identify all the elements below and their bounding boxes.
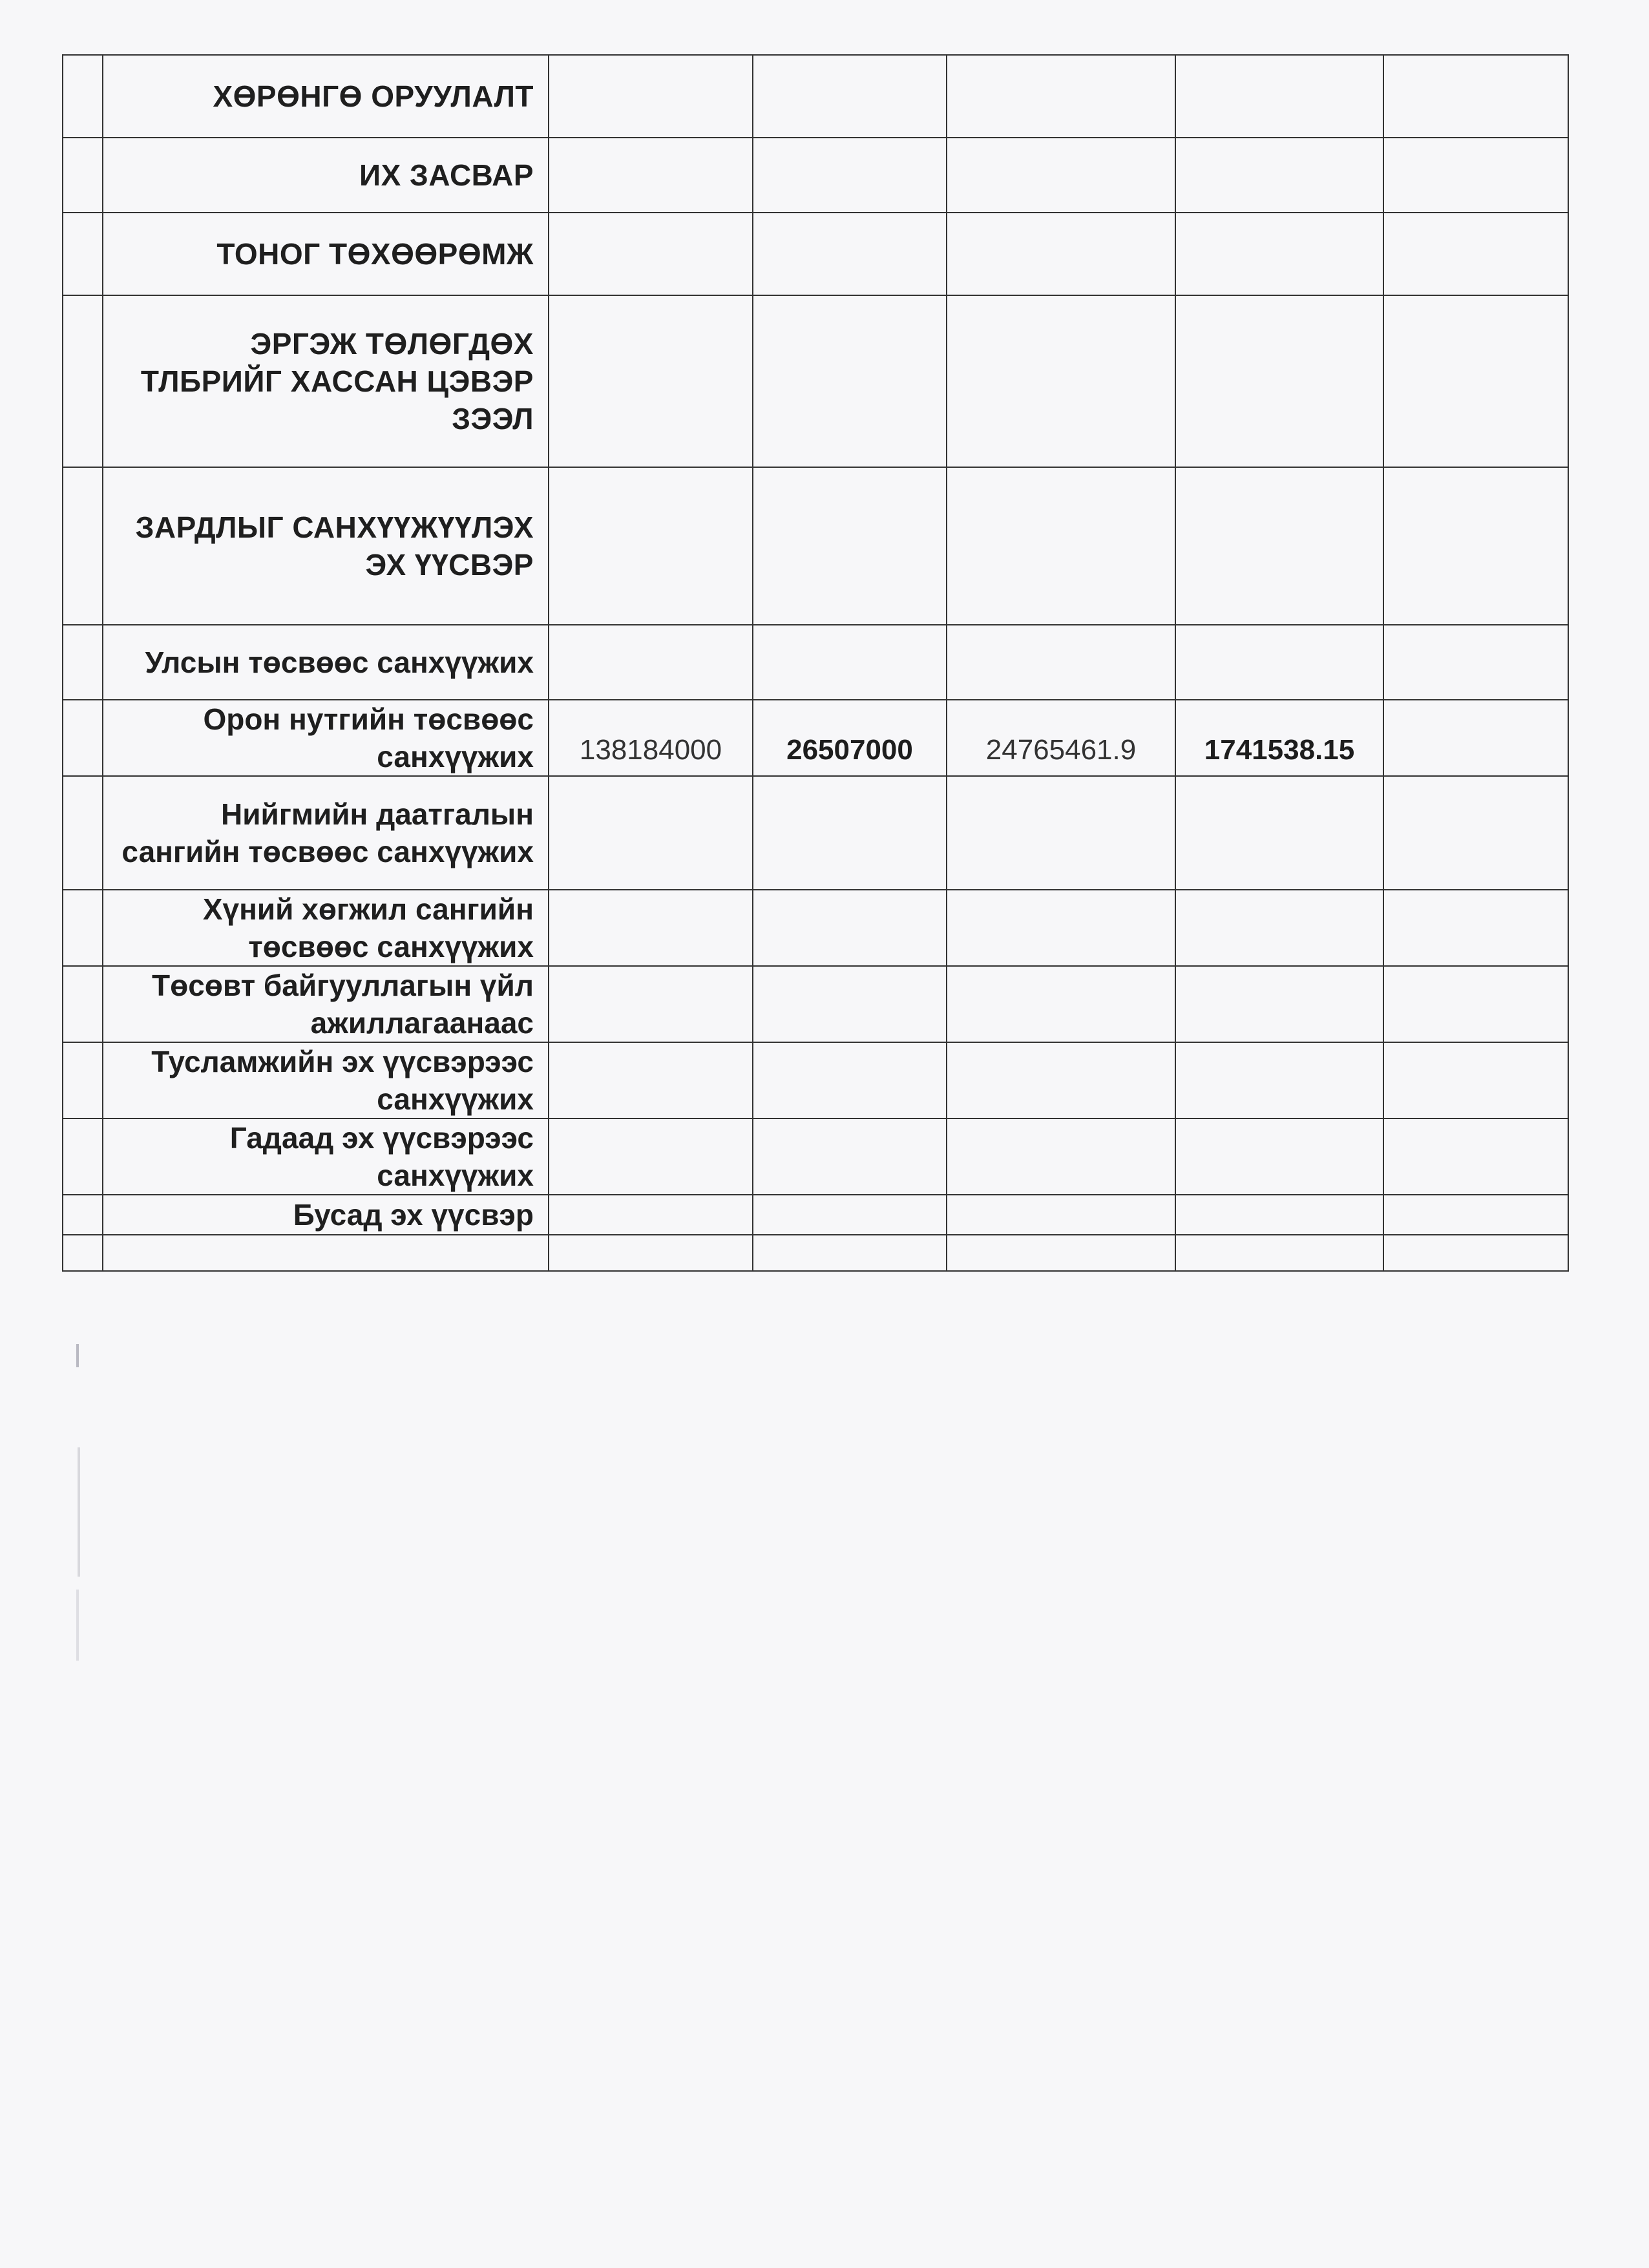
- value-cell: [947, 55, 1175, 138]
- index-cell: [63, 966, 103, 1042]
- value-cell: [1175, 625, 1383, 700]
- value-cell: [1175, 55, 1383, 138]
- table-row: [63, 625, 1568, 700]
- index-cell: [63, 700, 103, 776]
- value-cell: [1383, 138, 1568, 213]
- value-cell: [1175, 1118, 1383, 1195]
- index-cell: [63, 1195, 103, 1235]
- table-row: [63, 295, 1568, 467]
- row-label: Улсын төсвөөс санхүүжих: [103, 625, 549, 700]
- value-cell: [947, 467, 1175, 625]
- value-cell: [753, 467, 947, 625]
- value-cell: [1383, 890, 1568, 966]
- value-cell: [1175, 1195, 1383, 1235]
- value-cell: [947, 776, 1175, 890]
- value-cell: [1175, 467, 1383, 625]
- row-label: ЗАРДЛЫГ САНХҮҮЖҮҮЛЭХ ЭХ ҮҮСВЭР: [103, 467, 549, 625]
- value-cell: [1383, 1235, 1568, 1271]
- table-row: [63, 1118, 1568, 1195]
- value-cell: [549, 1118, 753, 1195]
- table-row: [63, 966, 1568, 1042]
- row-label: [103, 1235, 549, 1271]
- value-cell: [947, 1042, 1175, 1118]
- value-cell: [1383, 1195, 1568, 1235]
- index-cell: [63, 295, 103, 467]
- index-cell: [63, 467, 103, 625]
- value-cell: [549, 890, 753, 966]
- table-row: [63, 700, 1568, 776]
- value-cell: [1175, 1042, 1383, 1118]
- scan-artifact: [78, 1447, 80, 1577]
- value-cell: [753, 776, 947, 890]
- value-cell: [947, 1195, 1175, 1235]
- value-cell: [1383, 1118, 1568, 1195]
- value-cell: [1175, 295, 1383, 467]
- value-cell: [1383, 776, 1568, 890]
- value-cell: [549, 467, 753, 625]
- value-cell: [947, 890, 1175, 966]
- index-cell: [63, 1042, 103, 1118]
- value-cell: [1383, 467, 1568, 625]
- value-cell: [549, 625, 753, 700]
- value-cell: [753, 295, 947, 467]
- scan-artifact: [76, 1590, 79, 1661]
- value-cell: [1383, 55, 1568, 138]
- value-cell: [947, 1235, 1175, 1271]
- value-cell: [549, 776, 753, 890]
- row-label: Нийгмийн даатгалын сангийн төсвөөс санхүүжих: [103, 776, 549, 890]
- value-cell: [1383, 966, 1568, 1042]
- row-label: Орон нутгийн төсвөөс санхүүжих: [103, 700, 549, 776]
- row-label: ИХ ЗАСВАР: [103, 138, 549, 213]
- table-row: [63, 1042, 1568, 1118]
- row-label: Хүний хөгжил сангийн төсвөөс санхүүжих: [103, 890, 549, 966]
- value-cell: [549, 213, 753, 295]
- value-cell: [1383, 213, 1568, 295]
- index-cell: [63, 1235, 103, 1271]
- value-cell: [947, 625, 1175, 700]
- index-cell: [63, 213, 103, 295]
- budget-table: [62, 54, 1569, 1272]
- value-cell: [1383, 295, 1568, 467]
- value-cell: 1741538.15: [1175, 700, 1383, 776]
- value-cell: [1175, 890, 1383, 966]
- value-cell: [753, 966, 947, 1042]
- table-row: [63, 467, 1568, 625]
- value-cell: 26507000: [753, 700, 947, 776]
- budget-table-section: [62, 54, 1568, 1269]
- value-cell: [1175, 213, 1383, 295]
- table-row: [63, 138, 1568, 213]
- value-cell: [753, 1118, 947, 1195]
- table-row: [63, 55, 1568, 138]
- index-cell: [63, 890, 103, 966]
- table-row: [63, 213, 1568, 295]
- row-label: ХӨРӨНГӨ ОРУУЛАЛТ: [103, 55, 549, 138]
- value-cell: [1175, 1235, 1383, 1271]
- value-cell: [549, 295, 753, 467]
- value-cell: 138184000: [549, 700, 753, 776]
- value-cell: [1175, 966, 1383, 1042]
- value-cell: [1175, 776, 1383, 890]
- value-cell: [549, 138, 753, 213]
- value-cell: [1383, 625, 1568, 700]
- value-cell: [753, 1195, 947, 1235]
- value-cell: [947, 213, 1175, 295]
- row-label: ЭРГЭЖ ТӨЛӨГДӨХ ТЛБРИЙГ ХАССАН ЦЭВЭР ЗЭЭЛ: [103, 295, 549, 467]
- value-cell: [549, 966, 753, 1042]
- table-row: [63, 1195, 1568, 1235]
- scan-artifact: [76, 1344, 79, 1367]
- value-cell: [1383, 700, 1568, 776]
- index-cell: [63, 776, 103, 890]
- value-cell: [947, 1118, 1175, 1195]
- value-cell: [1383, 1042, 1568, 1118]
- value-cell: [1175, 138, 1383, 213]
- value-cell: [549, 1235, 753, 1271]
- value-cell: [549, 55, 753, 138]
- row-label: Тусламжийн эх үүсвэрээс санхүүжих: [103, 1042, 549, 1118]
- value-cell: [753, 625, 947, 700]
- row-label: Төсөвт байгууллагын үйл ажиллагаанаас: [103, 966, 549, 1042]
- value-cell: [549, 1195, 753, 1235]
- value-cell: [947, 966, 1175, 1042]
- value-cell: [753, 1042, 947, 1118]
- row-label: ТОНОГ ТӨХӨӨРӨМЖ: [103, 213, 549, 295]
- table-row: [63, 1235, 1568, 1271]
- value-cell: [549, 1042, 753, 1118]
- value-cell: [753, 213, 947, 295]
- row-label: Бусад эх үүсвэр: [103, 1195, 549, 1235]
- value-cell: [753, 138, 947, 213]
- index-cell: [63, 138, 103, 213]
- index-cell: [63, 55, 103, 138]
- table-row: [63, 776, 1568, 890]
- value-cell: [753, 890, 947, 966]
- row-label: Гадаад эх үүсвэрээс санхүүжих: [103, 1118, 549, 1195]
- value-cell: [947, 138, 1175, 213]
- value-cell: [753, 55, 947, 138]
- index-cell: [63, 1118, 103, 1195]
- value-cell: [947, 295, 1175, 467]
- index-cell: [63, 625, 103, 700]
- value-cell: 24765461.9: [947, 700, 1175, 776]
- value-cell: [753, 1235, 947, 1271]
- table-row: [63, 890, 1568, 966]
